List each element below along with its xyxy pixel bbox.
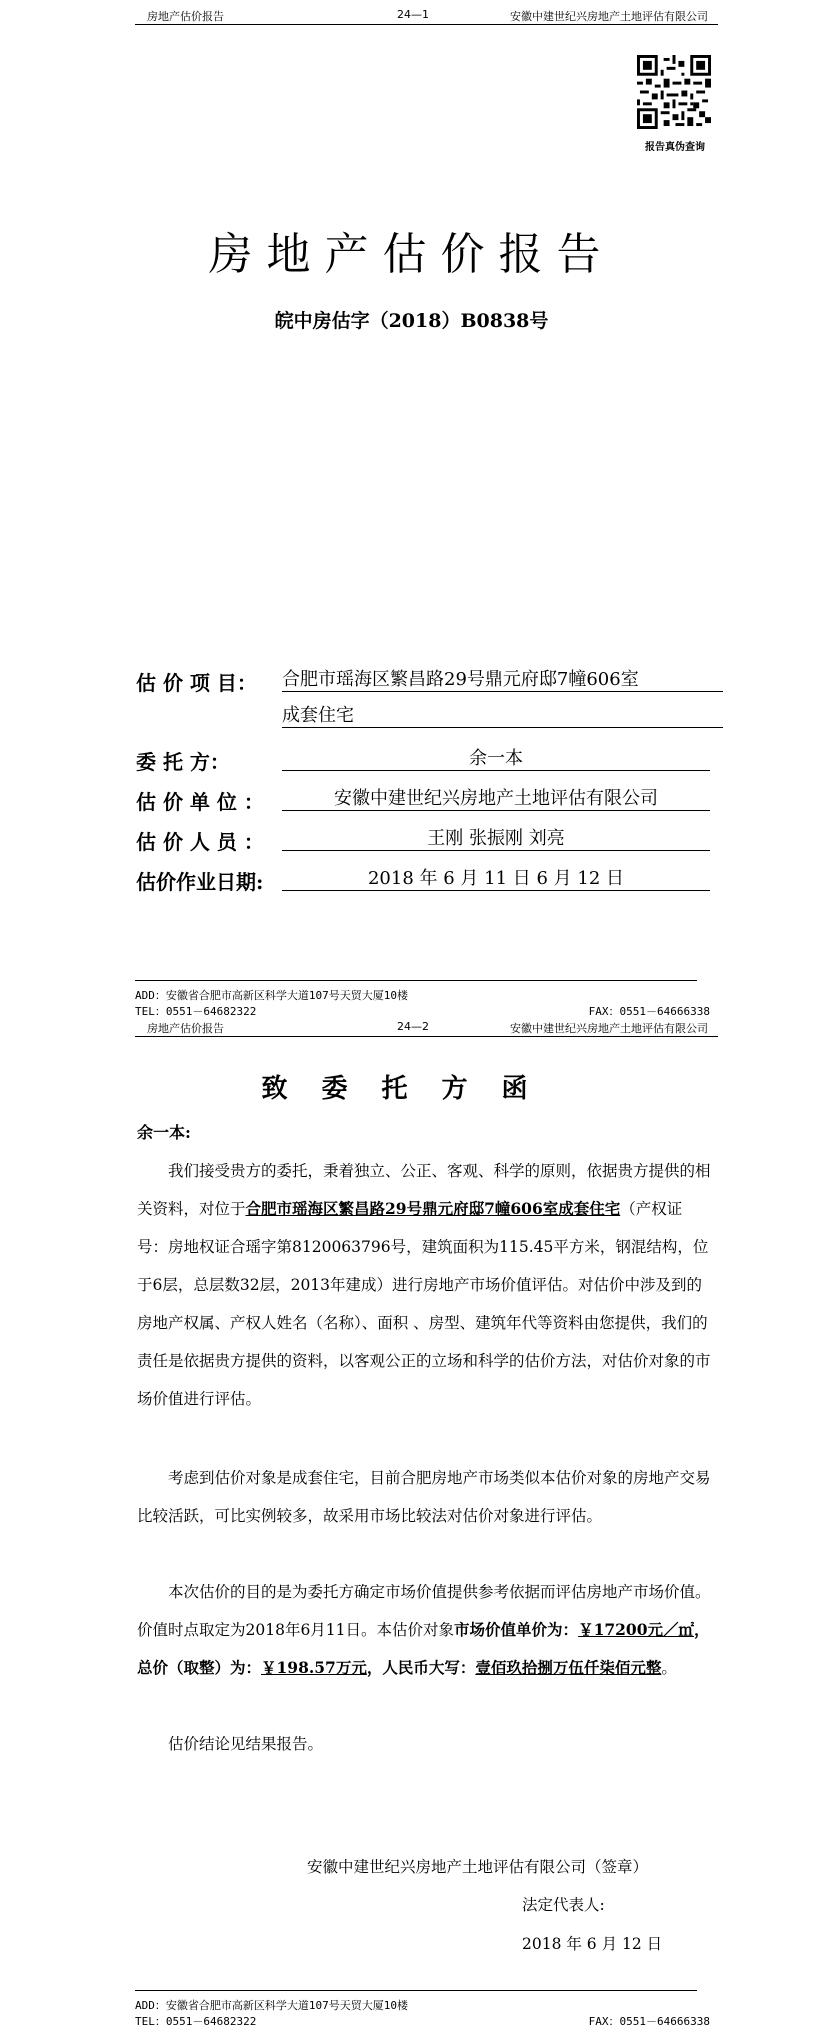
footer-address: ADD：安徽省合肥市高新区科学大道107号天贸大厦10楼 [135,989,408,1002]
field-value-client: 余一本 [282,744,710,771]
qr-code-icon [637,55,711,129]
capital-amount-value: 壹佰玖拾捌万伍仟柒佰元整 [475,1658,662,1677]
footer-address: ADD：安徽省合肥市高新区科学大道107号天贸大厦10楼 [135,1999,408,2012]
unit-price-label: 市场价值单价为： [454,1620,579,1639]
footer-fax: FAX：0551－64666338 [588,2015,710,2028]
signature-representative: 法定代表人: [522,1896,605,1914]
paragraph-2 [137,1459,712,1535]
header-page-number: 24—2 [397,1020,429,1033]
footer-tel: TEL：0551－64682322 [135,1005,257,1018]
field-label-appraiser-org: 估 价 单 位 ： [136,790,264,814]
field-value-project-2: 成套住宅 [282,701,723,728]
page2-header [135,1016,718,1037]
report-number: 皖中房估字（2018）B0838号 [274,310,549,332]
field-value-appraisers: 王刚 张振刚 刘亮 [282,824,710,851]
field-value-appraiser-org: 安徽中建世纪兴房地产土地评估有限公司 [282,784,710,811]
field-label-work-date: 估价作业日期: [136,870,264,894]
p1-text: 我们接受贵方的委托，秉着独立、公正、客观、科学的原则，依据贵方提供的相关资料，对位于 [137,1162,711,1218]
signature-date: 2018 年 6 月 12 日 [522,1935,663,1953]
p1-text-rest: （产权证号：房地权证合瑶字第8120063796号，建筑面积为115.45平方米，钢混结构，位于6层，总层数32层，2013年建成）进行房地产市场价值评估。对估价中涉及到的房地产权属、产权人姓名（名称）、面积 、房型、建筑年代等资料由您提供，我们的责任是依据贵方提供的资料，以客观公正的立场和科学的估价方法，对估价对象的市场价值进行评估。 [137,1200,711,1408]
total-price-value: ￥198.57万元 [261,1658,367,1677]
header-right: 安徽中建世纪兴房地产土地评估有限公司 [510,10,708,23]
qr-label: 报告真伪查询 [645,142,705,153]
field-label-appraisers: 估 价 人 员 ： [136,830,264,854]
paragraph-1 [137,1152,712,1418]
total-price-label: ，总价（取整）为： [137,1620,710,1677]
signature-company: 安徽中建世纪兴房地产土地评估有限公司（签章） [307,1858,649,1876]
page2-footer [135,1990,710,2029]
field-label-client: 委 托 方： [136,750,230,774]
property-address: 合肥市瑶海区繁昌路29号鼎元府邸7幢606室成套住宅 [245,1199,621,1218]
page1-footer [135,980,710,1019]
header-page-number: 24—1 [397,8,429,21]
p2-text: 考虑到估价对象是成套住宅，目前合肥房地产市场类似本估价对象的房地产交易比较活跃，可比实例较多，故采用市场比较法对估价对象进行评估。 [137,1469,711,1525]
footer-fax: FAX：0551－64666338 [588,1005,710,1018]
header-left: 房地产估价报告 [147,10,224,23]
p3-text: 本次估价的目的是为委托方确定市场价值提供参考依据而评估房地产市场价值。价值时点取定为2018年6月11日。本估价对象 [137,1583,711,1639]
footer-tel: TEL：0551－64682322 [135,2015,257,2028]
page1-header [135,4,718,25]
field-label-project: 估 价 项 目： [136,671,257,695]
field-value-work-date: 2018 年 6 月 11 日 6 月 12 日 [282,864,710,891]
capital-amount-label: ，人民币大写： [366,1658,476,1677]
paragraph-4 [137,1725,712,1763]
p4-text: 估价结论见结果报告。 [168,1735,324,1753]
p3-end: 。 [661,1659,677,1677]
report-title: 房地产估价报告 [208,229,615,280]
header-right: 安徽中建世纪兴房地产土地评估有限公司 [510,1022,708,1035]
letter-title: 致委托方函 [261,1074,562,1104]
paragraph-3 [137,1573,712,1687]
field-value-project: 合肥市瑶海区繁昌路29号鼎元府邸7幢606室 [282,665,723,692]
unit-price-value: ￥17200元／㎡ [578,1620,694,1639]
salutation: 余一本: [137,1123,191,1142]
header-left: 房地产估价报告 [147,1022,224,1035]
